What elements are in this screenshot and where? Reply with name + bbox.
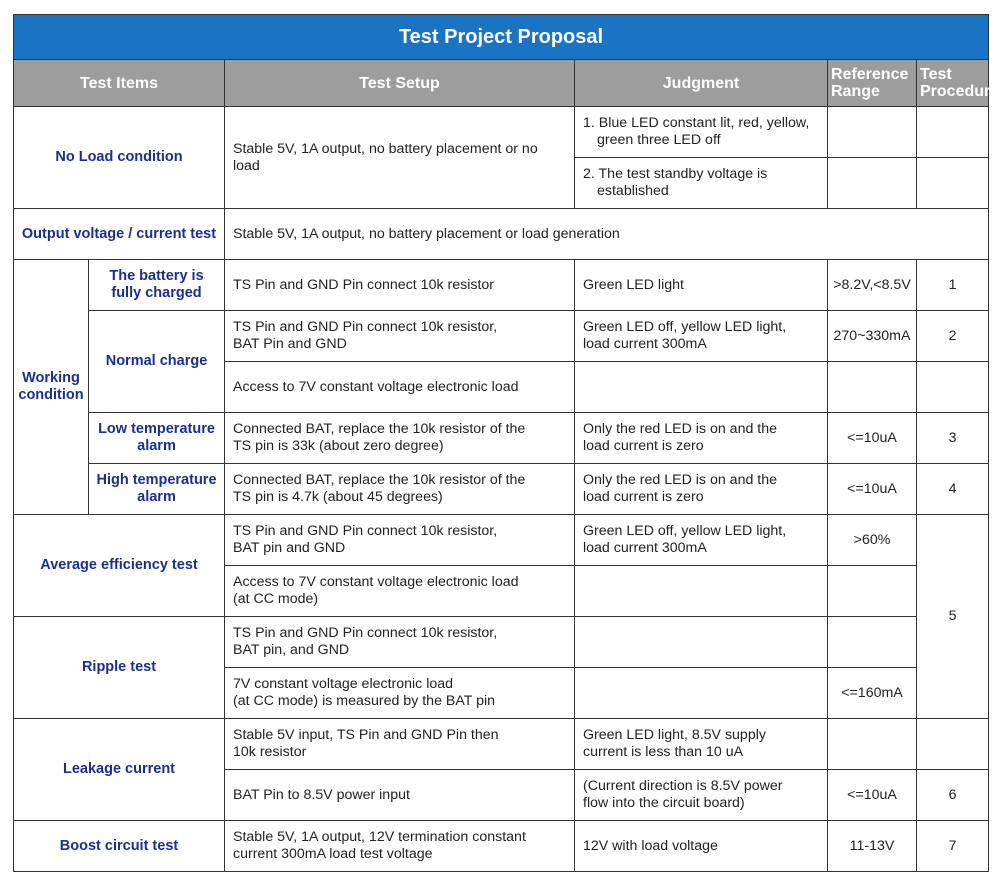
judgment-ripple-2	[575, 668, 828, 719]
judgment-normal-charge-2	[575, 362, 828, 413]
setup-normal-charge-1: TS Pin and GND Pin connect 10k resistor, BAT Pin and GND	[225, 311, 575, 362]
setup-average-efficiency-1: TS Pin and GND Pin connect 10k resistor, BAT pin and GND	[225, 515, 575, 566]
header-reference-range: Reference Range	[828, 60, 917, 107]
sub-low-temperature-alarm: Low temperature alarm	[89, 413, 225, 464]
header-test-procedure: Test Procedure	[917, 60, 989, 107]
judgment-average-efficiency: Green LED off, yellow LED light, load current 300mA	[575, 515, 828, 566]
range-fully-charged: >8.2V,<8.5V	[828, 260, 917, 311]
item-output-voltage: Output voltage / current test	[14, 209, 225, 260]
judgment-low-temperature: Only the red LED is on and the load current is zero	[575, 413, 828, 464]
range-boost: 11-13V	[828, 821, 917, 872]
range-normal-charge: 270~330mA	[828, 311, 917, 362]
procedure-no-load-2	[917, 158, 989, 209]
range-no-load-2	[828, 158, 917, 209]
table-title: Test Project Proposal	[14, 15, 989, 60]
sub-normal-charge: Normal charge	[89, 311, 225, 413]
range-high-temperature: <=10uA	[828, 464, 917, 515]
sub-fully-charged: The battery is fully charged	[89, 260, 225, 311]
range-leakage: <=10uA	[828, 770, 917, 821]
judgment-average-efficiency-2	[575, 566, 828, 617]
setup-average-efficiency-2: Access to 7V constant voltage electronic load (at CC mode)	[225, 566, 575, 617]
range-low-temperature: <=10uA	[828, 413, 917, 464]
judgment-no-load-1-text: 1. Blue LED constant lit, red, yellow, green three LED off	[583, 115, 810, 148]
procedure-low-temperature: 3	[917, 413, 989, 464]
procedure-normal-charge-2	[917, 362, 989, 413]
item-average-efficiency: Average efficiency test	[14, 515, 225, 617]
item-boost-circuit: Boost circuit test	[14, 821, 225, 872]
procedure-high-temperature: 4	[917, 464, 989, 515]
judgment-no-load-2-text: 2. The test standby voltage is established	[583, 166, 768, 199]
procedure-leakage-1	[917, 719, 989, 770]
range-average-efficiency-2	[828, 566, 917, 617]
range-no-load-1	[828, 107, 917, 158]
header-judgment: Judgment	[575, 60, 828, 107]
procedure-normal-charge: 2	[917, 311, 989, 362]
setup-boost: Stable 5V, 1A output, 12V termination constant current 300mA load test voltage	[225, 821, 575, 872]
judgment-leakage-2: (Current direction is 8.5V power flow into the circuit board)	[575, 770, 828, 821]
range-ripple-1	[828, 617, 917, 668]
judgment-no-load-2	[575, 158, 828, 209]
test-proposal-table	[13, 14, 1000, 872]
sub-high-temperature-alarm: High temperature alarm	[89, 464, 225, 515]
item-leakage-current: Leakage current	[14, 719, 225, 821]
setup-leakage-1: Stable 5V input, TS Pin and GND Pin then 10k resistor	[225, 719, 575, 770]
item-ripple-test: Ripple test	[14, 617, 225, 719]
setup-no-load: Stable 5V, 1A output, no battery placement or no load	[225, 107, 575, 209]
range-leakage-1	[828, 719, 917, 770]
setup-normal-charge-2: Access to 7V constant voltage electronic load	[225, 362, 575, 413]
procedure-five: 5	[917, 515, 989, 719]
range-normal-charge-2	[828, 362, 917, 413]
setup-low-temperature: Connected BAT, replace the 10k resistor of the TS pin is 33k (about zero degree)	[225, 413, 575, 464]
item-no-load: No Load condition	[14, 107, 225, 209]
judgment-fully-charged: Green LED light	[575, 260, 828, 311]
judgment-leakage-1: Green LED light, 8.5V supply current is less than 10 uA	[575, 719, 828, 770]
procedure-leakage: 6	[917, 770, 989, 821]
judgment-normal-charge: Green LED off, yellow LED light, load current 300mA	[575, 311, 828, 362]
setup-ripple-2: 7V constant voltage electronic load (at CC mode) is measured by the BAT pin	[225, 668, 575, 719]
setup-leakage-2: BAT Pin to 8.5V power input	[225, 770, 575, 821]
setup-high-temperature: Connected BAT, replace the 10k resistor of the TS pin is 4.7k (about 45 degrees)	[225, 464, 575, 515]
item-working-condition: Working condition	[14, 260, 89, 515]
judgment-no-load-1	[575, 107, 828, 158]
judgment-ripple-1	[575, 617, 828, 668]
judgment-boost: 12V with load voltage	[575, 821, 828, 872]
range-average-efficiency: >60%	[828, 515, 917, 566]
procedure-fully-charged: 1	[917, 260, 989, 311]
procedure-no-load-1	[917, 107, 989, 158]
judgment-high-temperature: Only the red LED is on and the load current is zero	[575, 464, 828, 515]
range-ripple: <=160mA	[828, 668, 917, 719]
header-test-setup: Test Setup	[225, 60, 575, 107]
header-test-items: Test Items	[14, 60, 225, 107]
setup-output-voltage: Stable 5V, 1A output, no battery placement or load generation	[225, 209, 989, 260]
setup-fully-charged: TS Pin and GND Pin connect 10k resistor	[225, 260, 575, 311]
procedure-boost: 7	[917, 821, 989, 872]
setup-ripple-1: TS Pin and GND Pin connect 10k resistor, BAT pin, and GND	[225, 617, 575, 668]
